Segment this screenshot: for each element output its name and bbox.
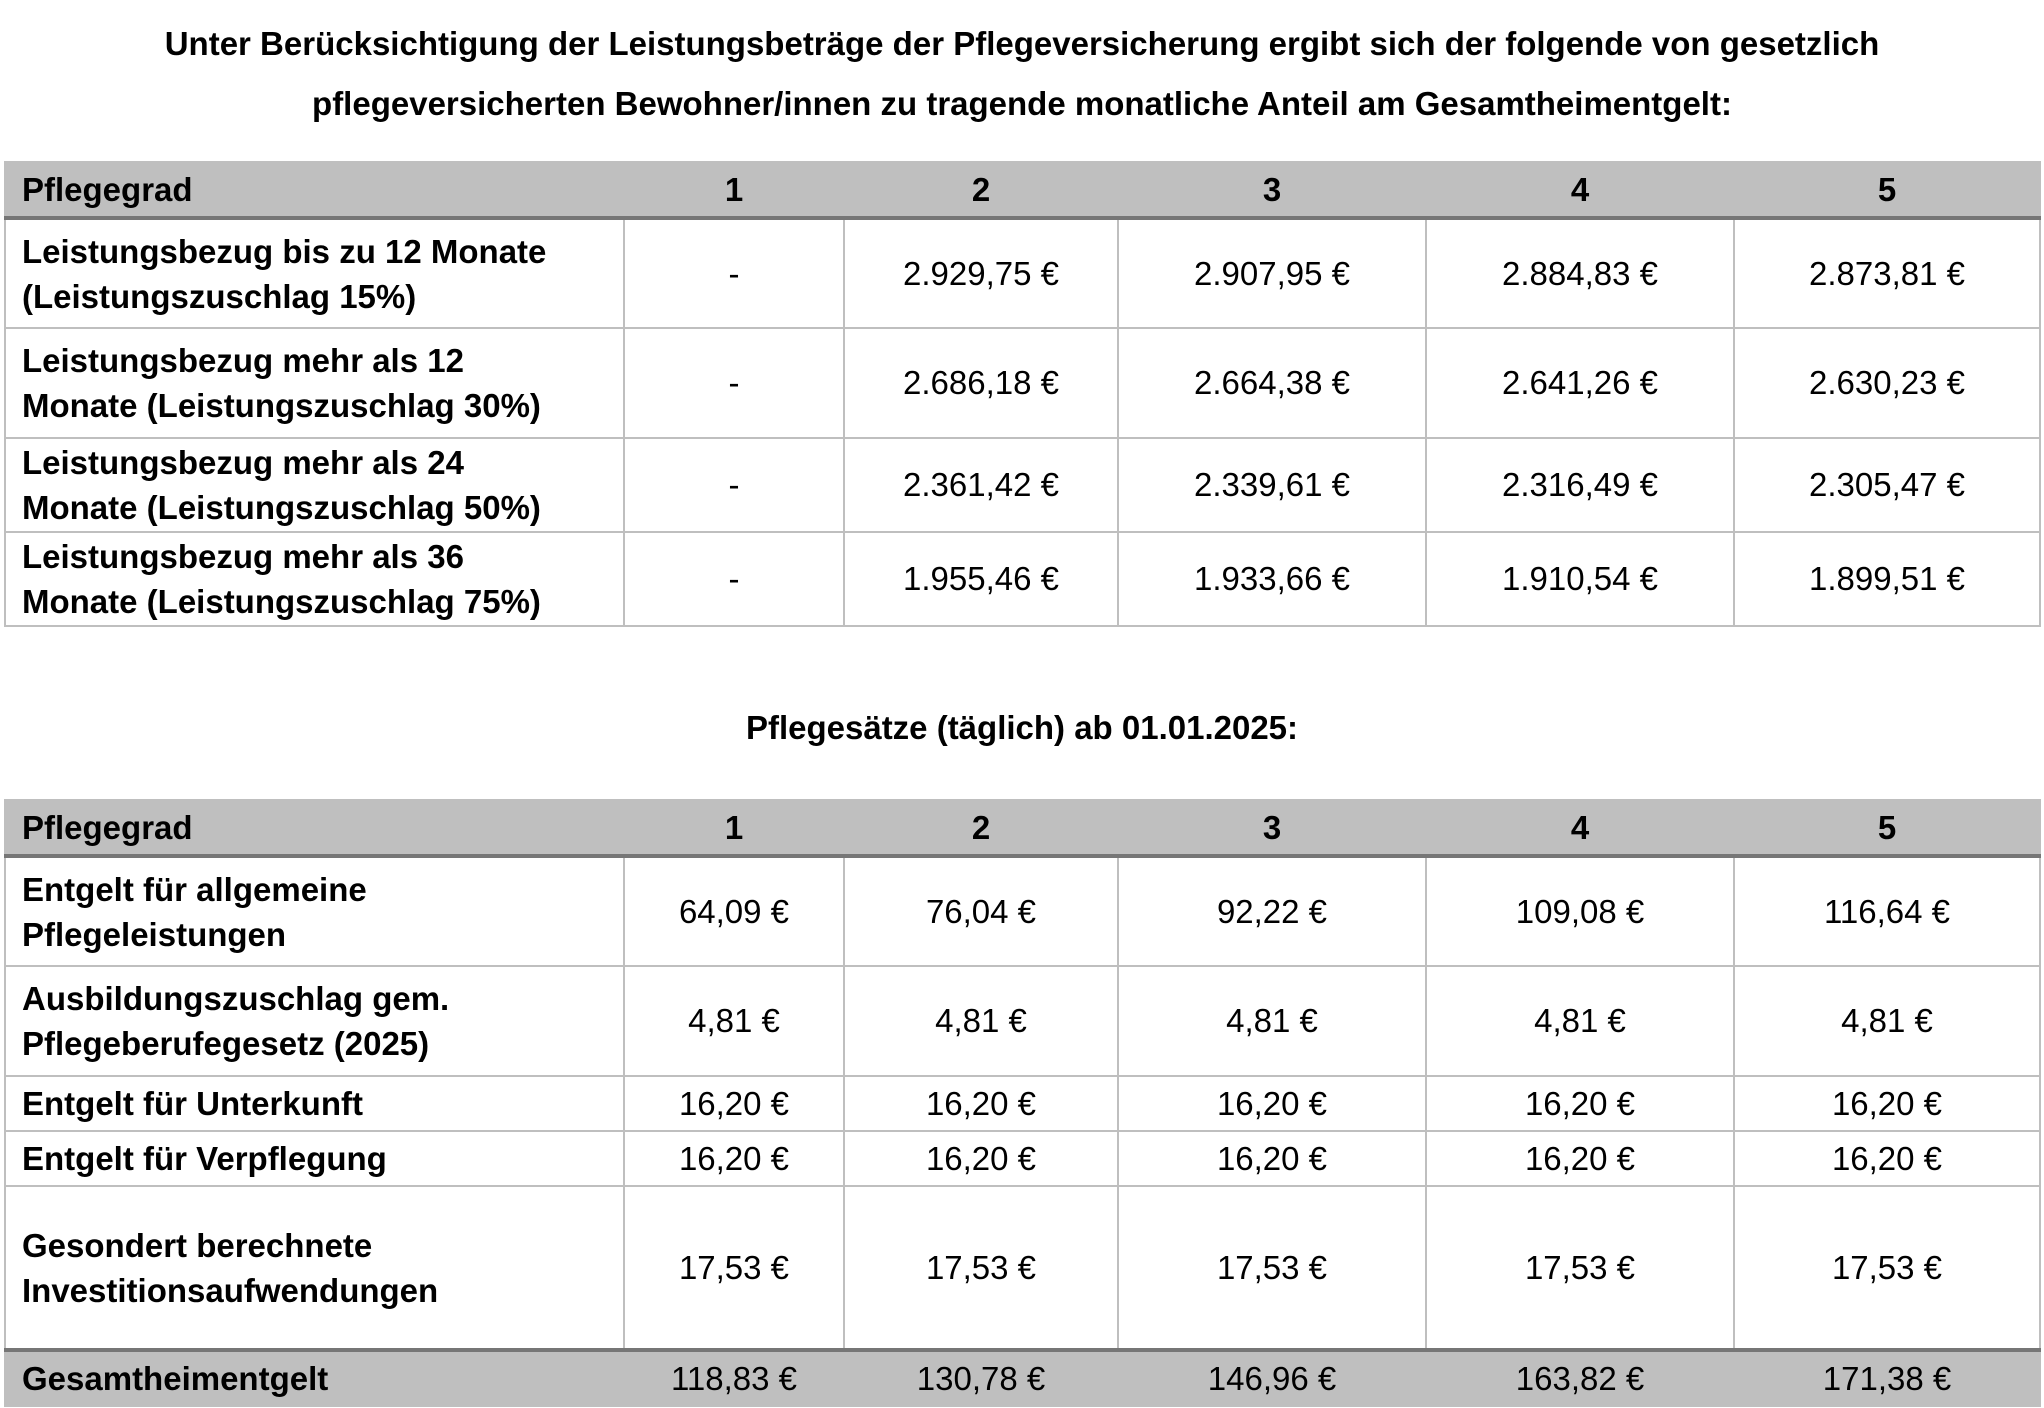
table-cell: -	[624, 438, 844, 532]
daily-rates-table	[4, 799, 2041, 1407]
column-header-pflegegrad: Pflegegrad	[5, 800, 624, 856]
table-cell: 16,20 €	[844, 1076, 1118, 1131]
table-row	[5, 1131, 2040, 1186]
table-cell: 109,08 €	[1426, 856, 1734, 966]
column-header-1: 1	[624, 162, 844, 218]
intro-heading	[0, 14, 2044, 134]
row-label-line-2: (Leistungszuschlag 15%)	[22, 277, 417, 315]
table-cell: 17,53 €	[1426, 1186, 1734, 1350]
row-label-line-1: Leistungsbezug mehr als 12	[22, 342, 464, 379]
table-header-row	[5, 162, 2040, 218]
row-label-line-2: Pflegeberufegesetz (2025)	[22, 1025, 430, 1062]
row-label: Entgelt für Verpflegung	[5, 1131, 624, 1186]
table-cell: 4,81 €	[1118, 966, 1426, 1076]
table-row	[5, 1076, 2040, 1131]
table-cell: 16,20 €	[1734, 1131, 2040, 1186]
row-label-line-1: Gesondert berechnete	[22, 1226, 373, 1264]
table-cell: 1.933,66 €	[1118, 532, 1426, 626]
row-label-line-1: Leistungsbezug mehr als 36	[22, 538, 464, 575]
row-label-line-1: Entgelt für allgemeine	[22, 870, 367, 908]
total-cell: 118,83 €	[624, 1350, 844, 1406]
column-header-4: 4	[1426, 800, 1734, 856]
table-cell: 2.884,83 €	[1426, 218, 1734, 328]
column-header-3: 3	[1118, 162, 1426, 218]
column-header-3: 3	[1118, 800, 1426, 856]
total-cell: 171,38 €	[1734, 1350, 2040, 1406]
total-cell: 163,82 €	[1426, 1350, 1734, 1406]
table-cell: 16,20 €	[1118, 1076, 1426, 1131]
column-header-4: 4	[1426, 162, 1734, 218]
row-label-line-2: Monate (Leistungszuschlag 75%)	[22, 583, 541, 620]
table-row	[5, 532, 2040, 626]
table-cell: 16,20 €	[1426, 1076, 1734, 1131]
row-label-line-2: Monate (Leistungszuschlag 30%)	[22, 387, 541, 424]
table-cell: 16,20 €	[1118, 1131, 1426, 1186]
table-cell: 2.686,18 €	[844, 328, 1118, 438]
row-label-line-1: Leistungsbezug bis zu 12 Monate	[22, 232, 547, 270]
table-row	[5, 966, 2040, 1076]
table-cell: 17,53 €	[624, 1186, 844, 1350]
table-cell: 2.907,95 €	[1118, 218, 1426, 328]
table-header-row	[5, 800, 2040, 856]
table-cell: 1.910,54 €	[1426, 532, 1734, 626]
table-cell: 4,81 €	[1734, 966, 2040, 1076]
table-cell: 4,81 €	[1426, 966, 1734, 1076]
table-cell: 2.630,23 €	[1734, 328, 2040, 438]
row-label	[5, 438, 624, 532]
table-cell: 17,53 €	[1734, 1186, 2040, 1350]
row-label-line-2: Investitionsaufwendungen	[22, 1271, 439, 1309]
column-header-5: 5	[1734, 800, 2040, 856]
table-cell: 116,64 €	[1734, 856, 2040, 966]
row-label: Entgelt für Unterkunft	[5, 1076, 624, 1131]
total-cell: 146,96 €	[1118, 1350, 1426, 1406]
column-header-5: 5	[1734, 162, 2040, 218]
table-row	[5, 218, 2040, 328]
row-label	[5, 532, 624, 626]
column-header-pflegegrad: Pflegegrad	[5, 162, 624, 218]
intro-line-2: pflegeversicherten Bewohner/innen zu tragende monatliche Anteil am Gesamtheimentgelt:	[312, 85, 1732, 122]
table-cell: 4,81 €	[624, 966, 844, 1076]
row-label	[5, 328, 624, 438]
row-label-line-2: Monate (Leistungszuschlag 50%)	[22, 489, 541, 526]
table-cell: 2.339,61 €	[1118, 438, 1426, 532]
table-cell: 2.664,38 €	[1118, 328, 1426, 438]
table-cell: 17,53 €	[844, 1186, 1118, 1350]
table-row	[5, 328, 2040, 438]
table-row	[5, 856, 2040, 966]
table-row	[5, 1186, 2040, 1350]
table-cell: 2.873,81 €	[1734, 218, 2040, 328]
column-header-1: 1	[624, 800, 844, 856]
table-cell: 16,20 €	[624, 1131, 844, 1186]
total-label: Gesamtheimentgelt	[5, 1350, 624, 1406]
table-cell: 16,20 €	[844, 1131, 1118, 1186]
table-cell: -	[624, 218, 844, 328]
table-cell: 92,22 €	[1118, 856, 1426, 966]
table-cell: 4,81 €	[844, 966, 1118, 1076]
table-cell: 64,09 €	[624, 856, 844, 966]
row-label-line-1: Ausbildungszuschlag gem.	[22, 980, 450, 1017]
row-label	[5, 966, 624, 1076]
table-cell: 76,04 €	[844, 856, 1118, 966]
table-cell: 2.641,26 €	[1426, 328, 1734, 438]
table-cell: 17,53 €	[1118, 1186, 1426, 1350]
intro-line-1: Unter Berücksichtigung der Leistungsbeträge der Pflegeversicherung ergibt sich der folgende von gesetzlich	[164, 25, 1880, 62]
table-cell: -	[624, 328, 844, 438]
row-label	[5, 1186, 624, 1350]
table-cell: 1.955,46 €	[844, 532, 1118, 626]
monthly-share-table	[4, 161, 2041, 627]
row-label	[5, 856, 624, 966]
table-cell: 16,20 €	[1734, 1076, 2040, 1131]
table-cell: 1.899,51 €	[1734, 532, 2040, 626]
total-row	[5, 1350, 2040, 1406]
row-label-line-1: Leistungsbezug mehr als 24	[22, 444, 464, 481]
row-label	[5, 218, 624, 328]
column-header-2: 2	[844, 162, 1118, 218]
daily-rates-heading: Pflegesätze (täglich) ab 01.01.2025:	[745, 709, 1299, 746]
table-row	[5, 438, 2040, 532]
table-cell: 2.361,42 €	[844, 438, 1118, 532]
row-label-line-2: Pflegeleistungen	[22, 915, 287, 953]
table-cell: 2.929,75 €	[844, 218, 1118, 328]
total-cell: 130,78 €	[844, 1350, 1118, 1406]
table-cell: -	[624, 532, 844, 626]
table-cell: 2.305,47 €	[1734, 438, 2040, 532]
column-header-2: 2	[844, 800, 1118, 856]
table-cell: 2.316,49 €	[1426, 438, 1734, 532]
table-cell: 16,20 €	[1426, 1131, 1734, 1186]
table-cell: 16,20 €	[624, 1076, 844, 1131]
